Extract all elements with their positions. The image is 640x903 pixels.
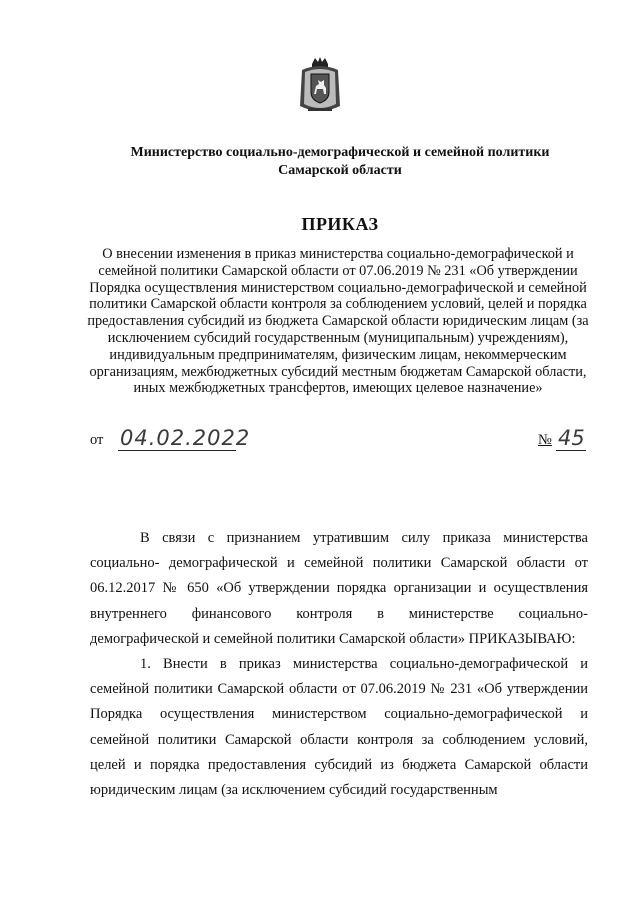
body-paragraph-2: 1. Внести в приказ министерства социально-демографической и семейной политики Самарской области от 07.06.2019 № 231 «Об утверждении Порядка осуществления министерством социально-демографической и семейной политики Самарской области контроля за соблюдением условий, целей и порядка предоставления субсидий из бюджета Самарской области юридическим лицам (за исключением субсидий государственным bbox=[90, 656, 588, 799]
handwritten-date: 04.02.2022 bbox=[120, 426, 251, 450]
date-underline bbox=[118, 450, 236, 451]
ministry-name bbox=[60, 144, 620, 180]
ministry-name-line2: Самарской области bbox=[278, 163, 402, 178]
number-underline bbox=[556, 450, 586, 451]
order-title: ПРИКАЗ bbox=[301, 214, 379, 234]
body-paragraph-1: В связи с признанием утратившим силу приказа министерства социально- демографической и семейной политики Самарской области от 06.12.2017 № 650 «Об утверждении порядка организации и осуществления внутреннего финансового контроля в министерстве социально-демографической и семейной политики Самарской области» ПРИКАЗЫВАЮ: bbox=[90, 530, 588, 647]
date-label: от bbox=[90, 432, 104, 448]
order-subject: О внесении изменения в приказ министерства социально-демографической и семейной политики Самарской области от 07.06.2019 № 231 «Об утверждении Порядка осуществления министерством социально-демографической и семейной политики Самарской области контроля за соблюдением условий, целей и порядка предоставления субсидий из бюджета Самарской области юридическим лицам (за исключением субсидий государственным (муниципальным) учреждениям), индивидуальным предпринимателям, физическим лицам, некоммерческим организациям, межбюджетных субсидий местным бюджетам Самарской области, иных межбюджетных трансфертов, имеющих целевое назначение» bbox=[87, 246, 589, 397]
handwritten-number: 45 bbox=[558, 426, 585, 450]
number-label: № bbox=[538, 432, 552, 448]
order-body bbox=[90, 526, 588, 803]
coat-of-arms-icon bbox=[298, 56, 342, 116]
date-number-row bbox=[90, 426, 590, 460]
ministry-name-line1: Министерство социально-демографической и семейной политики bbox=[130, 145, 550, 160]
